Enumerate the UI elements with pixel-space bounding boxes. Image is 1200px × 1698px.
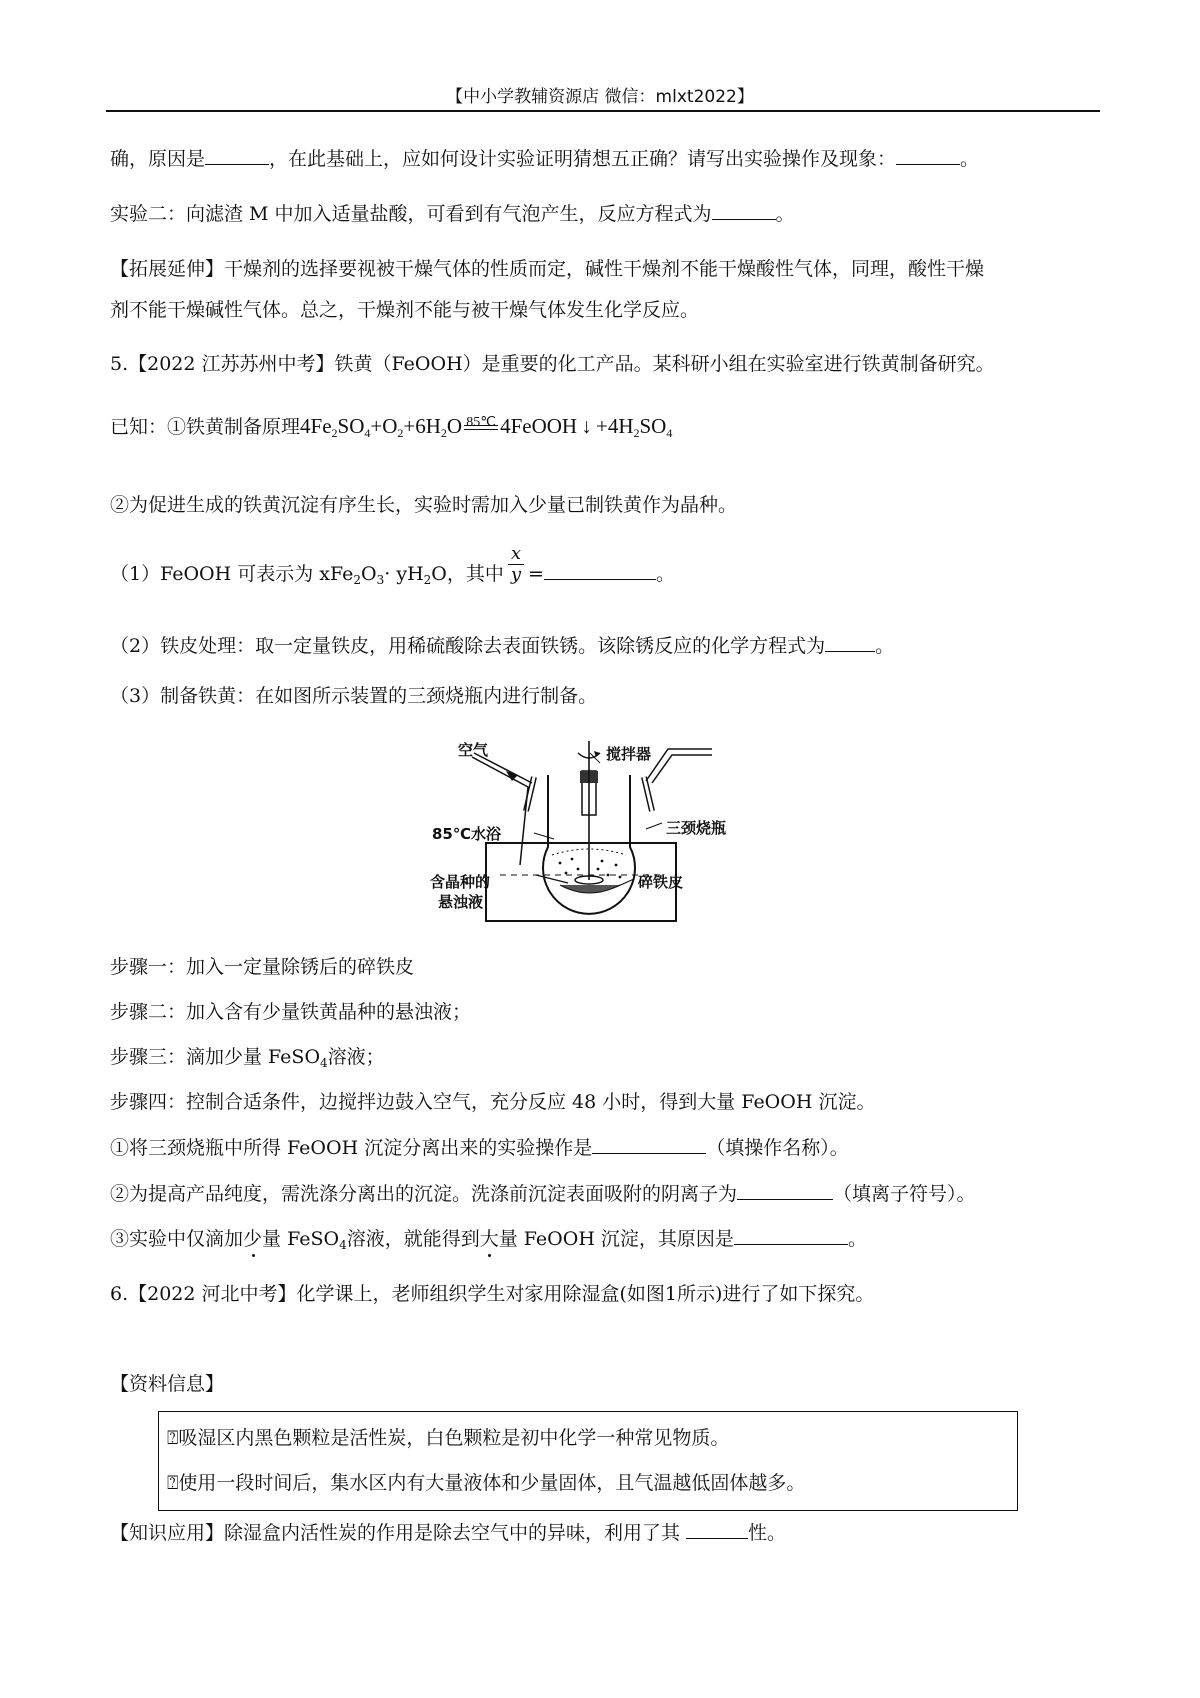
answer-blank[interactable] xyxy=(544,563,656,580)
answer-blank[interactable] xyxy=(896,148,960,165)
sub-question-1: （1）FeOOH 可表示为 $xFe_2O_3\cdot yH_2O$，其中 $\frac{x}{y}$ = 。 xyxy=(110,542,675,587)
label-air: 空气 xyxy=(458,741,489,759)
answer-blank[interactable] xyxy=(712,203,776,220)
page-header: 【中小学教辅资源店 微信：mlxt2022】 xyxy=(446,87,754,107)
question-a: ①将三颈烧瓶中所得 FeOOH 沉淀分离出来的实验操作是 （填操作名称）。 xyxy=(110,1137,849,1159)
answer-blank[interactable] xyxy=(825,635,875,652)
label-suspension-line2: 悬浊液 xyxy=(438,893,484,911)
info-item-2: ⍰使用一段时间后，集水区内有大量液体和少量固体，且气温越低固体越多。 xyxy=(167,1472,806,1494)
info-heading: 【资料信息】 xyxy=(110,1373,225,1395)
info-item-1: ⍰吸湿区内黑色颗粒是活性炭，白色颗粒是初中化学一种常见物质。 xyxy=(167,1427,730,1449)
three-neck-flask-apparatus xyxy=(430,735,782,938)
reaction-equation: $4Fe_2SO_4+O_2+6H_2O$ 85℃ 4FeOOH ↓ $+4H_2SO_4$ xyxy=(300,414,672,438)
step-1: 步骤一：加入一定量除锈后的碎铁皮 xyxy=(110,956,415,978)
known-formula-line: 已知：①铁黄制备原理$4Fe_2SO_4+O_2+6H_2O$ 85℃ 4FeOOH ↓ $+4H_2SO_4$ xyxy=(110,414,672,439)
reaction-condition: 85℃ xyxy=(466,415,496,430)
sub-question-3: （3）制备铁黄：在如图所示装置的三颈烧瓶内进行制备。 xyxy=(110,685,598,707)
fraction-x-over-y: $\frac{x}{y}$ xyxy=(508,544,524,585)
text-line-2: 实验二：向滤渣 M 中加入适量盐酸，可看到有气泡产生，反应方程式为 。 xyxy=(110,203,795,225)
text-line-3: 【拓展延伸】干燥剂的选择要视被干燥气体的性质而定，碱性干燥剂不能干燥酸性气体，同理，酸性干燥 xyxy=(110,258,985,280)
step-3: 步骤三：滴加少量 FeSO$_4$溶液； xyxy=(110,1046,385,1070)
text-line-1: 确，原因是 ，在此基础上，应如何设计实验证明猜想五正确？请写出实验操作及现象： 。 xyxy=(110,148,980,170)
knowledge-application: 【知识应用】除湿盒内活性炭的作用是除去空气中的异味，利用了其 性。 xyxy=(110,1522,787,1544)
question-c: ③实验中仅滴加少量 FeSO$_4$溶液，就能得到大量 FeOOH 沉淀，其原因是 。 xyxy=(110,1228,867,1252)
step-4: 步骤四：控制合适条件，边搅拌边鼓入空气，充分反应 48 小时，得到大量 FeOOH 沉淀。 xyxy=(110,1091,876,1113)
answer-blank[interactable] xyxy=(686,1522,748,1539)
header-divider xyxy=(106,110,1100,112)
step-2: 步骤二：加入含有少量铁黄晶种的悬浊液； xyxy=(110,1001,472,1023)
text-line-4: 剂不能干燥碱性气体。总之，干燥剂不能与被干燥气体发生化学反应。 xyxy=(110,299,700,321)
answer-blank[interactable] xyxy=(592,1137,706,1154)
label-stirrer: 搅拌器 xyxy=(606,745,652,763)
answer-blank[interactable] xyxy=(734,1228,848,1245)
label-water-bath: 85℃水浴 xyxy=(432,825,502,843)
answer-blank[interactable] xyxy=(737,1183,833,1200)
sub-question-2: （2）铁皮处理：取一定量铁皮，用稀硫酸除去表面铁锈。该除锈反应的化学方程式为 。 xyxy=(110,635,895,657)
label-suspension-line1: 含晶种的 xyxy=(430,873,491,891)
label-iron-scraps: 碎铁皮 xyxy=(638,873,684,891)
answer-blank[interactable] xyxy=(205,148,269,165)
info-box xyxy=(158,1411,1018,1511)
question-5-title: 5.【2022 江苏苏州中考】铁黄（FeOOH）是重要的化工产品。某科研小组在实验室进行铁黄制备研究。 xyxy=(110,353,995,375)
question-6-title: 6.【2022 河北中考】化学课上，老师组织学生对家用除湿盒(如图1所示)进行了如下探究。 xyxy=(110,1283,875,1305)
known-item-2: ②为促进生成的铁黄沉淀有序生长，实验时需加入少量已制铁黄作为晶种。 xyxy=(110,494,738,516)
label-three-neck-flask: 三颈烧瓶 xyxy=(666,819,727,837)
question-b: ②为提高产品纯度，需洗涤分离出的沉淀。洗涤前沉淀表面吸附的阴离子为 （填离子符号）。 xyxy=(110,1183,976,1205)
